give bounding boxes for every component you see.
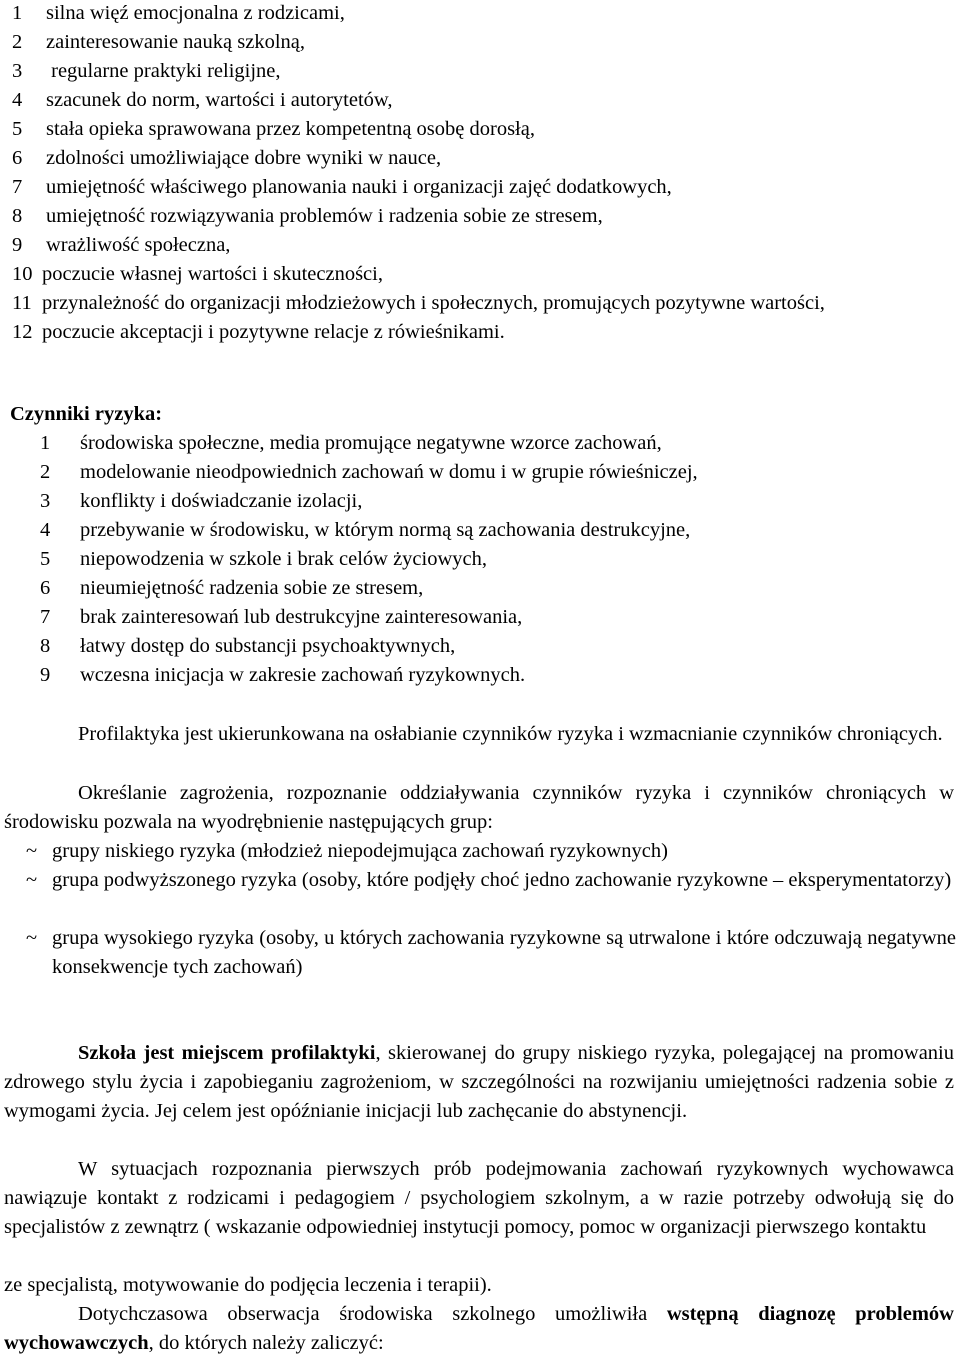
- observation-paragraph: Dotychczasowa obserwacja środowiska szkolnego umożliwiła wstępną diagnozę problemów wychowawczych, do których należy zaliczyć:: [4, 1303, 954, 1354]
- risk-factors-heading: Czynniki ryzyka:: [10, 403, 163, 425]
- list-item: 5 stała opieka sprawowana przez kompetentną osobę dorosłą,: [12, 118, 535, 140]
- list-item: 9 wczesna inicjacja w zakresie zachowań ryzykownych.: [40, 664, 526, 686]
- list-item: 7 umiejętność właściwego planowania nauki i organizacji zajęć dodatkowych,: [12, 176, 672, 198]
- list-item: 4 szacunek do norm, wartości i autorytetów,: [12, 89, 393, 111]
- list-item: 2 modelowanie nieodpowiednich zachowań w domu i w grupie rówieśniczej,: [40, 461, 698, 483]
- list-item: 2 zainteresowanie nauką szkolną,: [12, 31, 305, 53]
- situations-paragraph: W sytuacjach rozpoznania pierwszych prób podejmowania zachowań ryzykownych wychowawca nawiązuje kontakt z rodzicami i pedagogiem / psychologiem szkolnym, a w razie potrzeby odwołują się do specjalistów z zewnątrz ( wskazanie odpowiedniej instytucji pomocy, pomoc w organizacji pierwszego kontaktu: [4, 1158, 954, 1238]
- list-item: 4 przebywanie w środowisku, w którym normą są zachowania destrukcyjne,: [40, 519, 691, 541]
- list-item: 7 brak zainteresowań lub destrukcyjne zainteresowania,: [40, 606, 523, 628]
- list-item: 8 łatwy dostęp do substancji psychoaktywnych,: [40, 635, 456, 657]
- list-item: 1 środowiska społeczne, media promujące negatywne wzorce zachowań,: [40, 432, 662, 454]
- risk-factors-list: [0, 429, 960, 690]
- list-item: 12 poczucie akceptacji i pozytywne relacje z rówieśnikami.: [12, 321, 505, 343]
- prophylaxis-paragraph: Profilaktyka jest ukierunkowana na osłabianie czynników ryzyka i wzmacnianie czynników chroniących.: [78, 723, 943, 745]
- list-item: 9 wrażliwość społeczna,: [12, 234, 231, 256]
- list-item: 3 konflikty i doświadczanie izolacji,: [40, 490, 363, 512]
- school-paragraph: Szkoła jest miejscem profilaktyki, skierowanej do grupy niskiego ryzyka, polegającej na promowaniu zdrowego stylu życia i zapobieganiu zagrożeniom, w szczególności na rozwijaniu umiejętności radzenia sobie z wymogami życia. Jej celem jest opóźnianie inicjacji lub zachęcanie do abstynencji.: [4, 1042, 954, 1122]
- list-item: 10 poczucie własnej wartości i skuteczności,: [12, 263, 383, 285]
- list-item: 3 regularne praktyki religijne,: [12, 60, 281, 82]
- protective-factors-list: [0, 0, 960, 347]
- list-item: 6 zdolności umożliwiające dobre wyniki w nauce,: [12, 147, 442, 169]
- list-item: 5 niepowodzenia w szkole i brak celów życiowych,: [40, 548, 488, 570]
- list-item: 8 umiejętność rozwiązywania problemów i radzenia sobie ze stresem,: [12, 205, 603, 227]
- list-item: 11 przynależność do organizacji młodzieżowych i społecznych, promujących pozytywne wartości,: [12, 292, 825, 314]
- groups-intro-paragraph: Określanie zagrożenia, rozpoznanie oddziaływania czynników ryzyka i czynników chroniących w środowisku pozwala na wyodrębnienie następujących grup:: [4, 782, 954, 833]
- list-item: 1 silna więź emocjonalna z rodzicami,: [12, 2, 345, 24]
- situations-paragraph-end: ze specjalistą, motywowanie do podjęcia leczenia i terapii).: [4, 1274, 492, 1296]
- list-item: 6 nieumiejętność radzenia sobie ze stresem,: [40, 577, 424, 599]
